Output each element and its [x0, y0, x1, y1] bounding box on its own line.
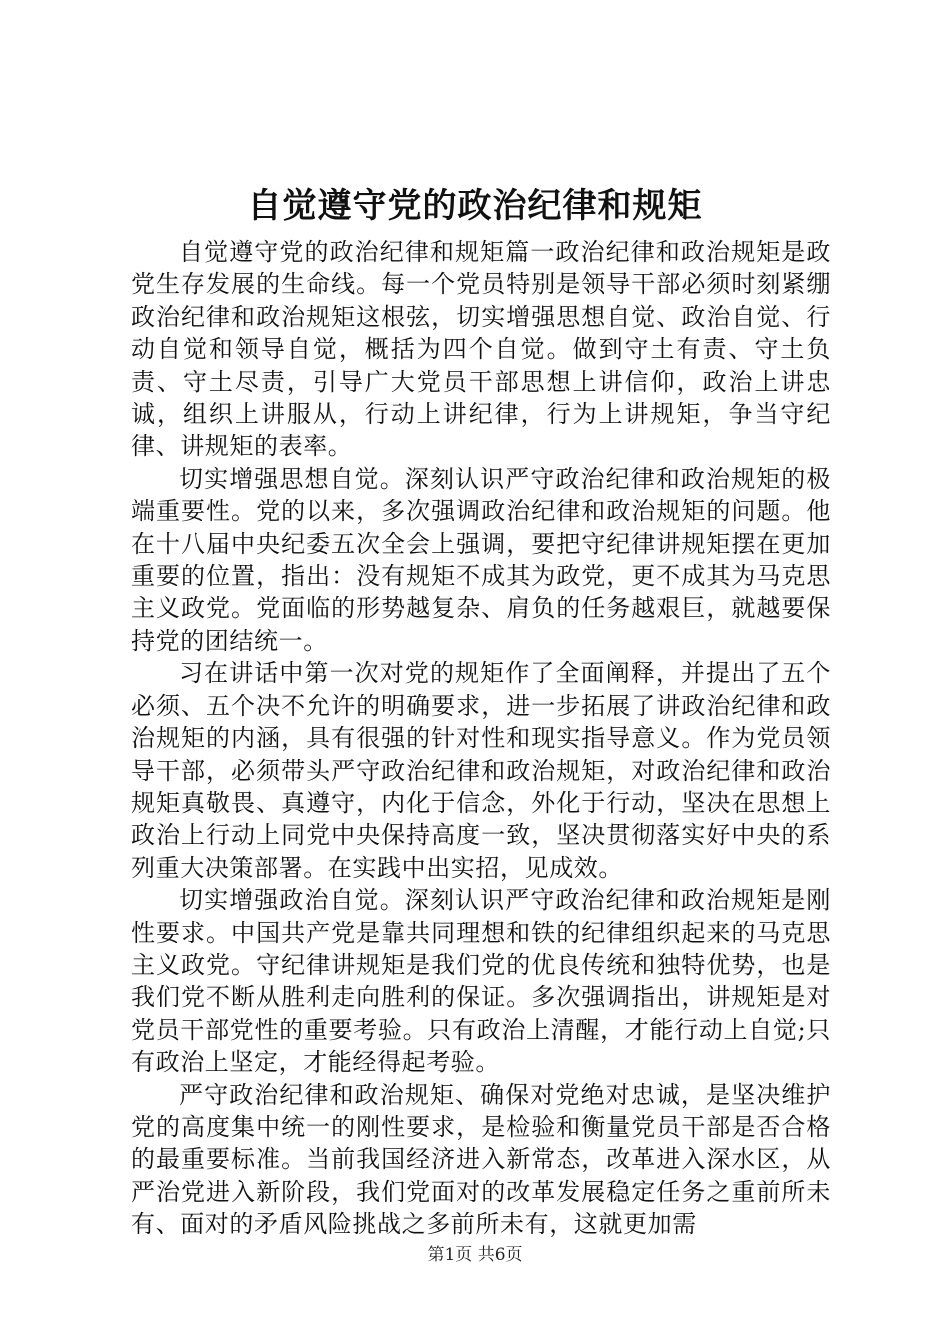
- paragraph-1: 自觉遵守党的政治纪律和规矩篇一政治纪律和政治规矩是政党生存发展的生命线。每一个党员特别是领导干部必须时刻紧绷政治纪律和政治规矩这根弦，切实增强思想自觉、政治自觉、行动自觉和领导自觉，概括为四个自觉。做到守土有责、守土负责、守土尽责，引导广大党员干部思想上讲信仰，政治上讲忠诚，组织上讲服从，行动上讲纪律，行为上讲规矩，争当守纪律、讲规矩的表率。: [131, 238, 831, 461]
- paragraph-2: 切实增强思想自觉。深刻认识严守政治纪律和政治规矩的极端重要性。党的以来，多次强调政治纪律和政治规矩的问题。他在十八届中央纪委五次全会上强调，要把守纪律讲规矩摆在更加重要的位置，指出：没有规矩不成其为政党，更不成其为马克思主义政党。党面临的形势越复杂、肩负的任务越艰巨，就越要保持党的团结统一。: [131, 464, 831, 655]
- paragraph-5: 严守政治纪律和政治规矩、确保对党绝对忠诚，是坚决维护党的高度集中统一的刚性要求，是检验和衡量党员干部是否合格的最重要标准。当前我国经济进入新常态，改革进入深水区，从严治党进入新阶段，我们党面对的改革发展稳定任务之重前所未有、面对的矛盾风险挑战之多前所未有，这就更加需: [131, 1080, 831, 1239]
- paragraph-3: 习在讲话中第一次对党的规矩作了全面阐释，并提出了五个必须、五个决不允许的明确要求，进一步拓展了讲政治纪律和政治规矩的内涵，具有很强的针对性和现实指导意义。作为党员领导干部，必须带头严守政治纪律和政治规矩，对政治纪律和政治规矩真敬畏、真遵守，内化于信念，外化于行动，坚决在思想上政治上行动上同党中央保持高度一致，坚决贯彻落实好中央的系列重大决策部署。在实践中出实招，见成效。: [131, 659, 831, 882]
- paragraph-4: 切实增强政治自觉。深刻认识严守政治纪律和政治规矩是刚性要求。中国共产党是靠共同理想和铁的纪律组织起来的马克思主义政党。守纪律讲规矩是我们党的优良传统和独特优势，也是我们党不断从胜利走向胜利的保证。多次强调指出，讲规矩是对党员干部党性的重要考验。只有政治上清醒，才能行动上自觉;只有政治上坚定，才能经得起考验。: [131, 886, 831, 1077]
- page-number-footer: 第1页 共6页: [427, 1245, 523, 1265]
- document-title: 自觉遵守党的政治纪律和规矩: [247, 186, 703, 226]
- document-body: [131, 236, 831, 1241]
